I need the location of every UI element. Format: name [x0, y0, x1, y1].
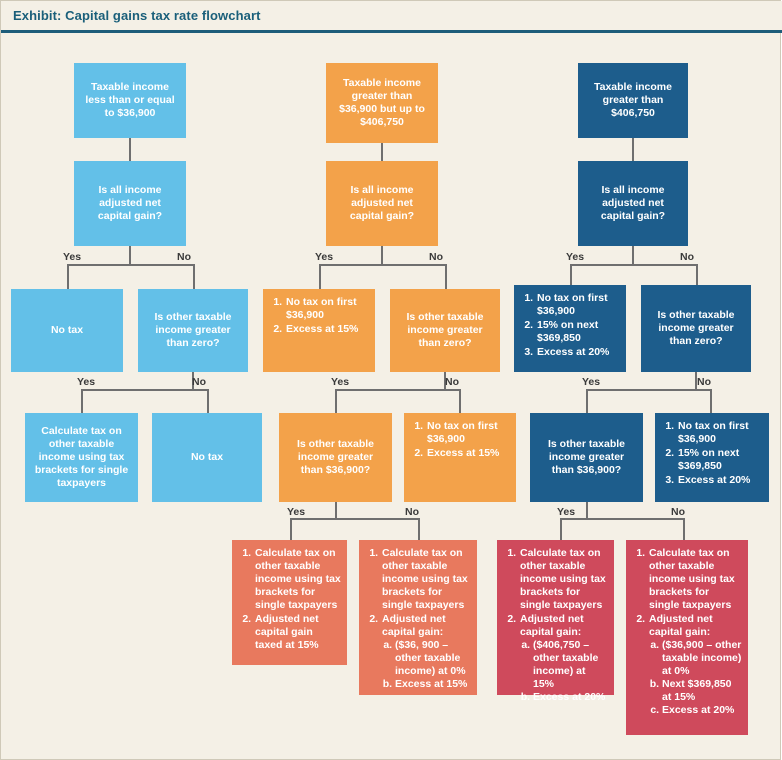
node-mid-other-gt-36900: Is other taxable income greater than $36,900? — [279, 413, 392, 502]
substep-item: c. Excess at 20% — [662, 704, 742, 717]
step-item: 2. 15% on next $369,850 — [536, 319, 620, 345]
step-item: 3. Excess at 20% — [536, 346, 620, 359]
edge-label-yes: Yes — [582, 376, 601, 388]
connector — [586, 389, 712, 391]
connector — [696, 264, 698, 285]
node-high-start: Taxable income greater than $406,750 — [578, 63, 688, 138]
node-high-yes-rates — [514, 285, 626, 372]
connector — [67, 264, 195, 266]
substep-item: b. Excess at 15% — [395, 678, 471, 691]
step-list — [633, 547, 742, 717]
step-text: Adjusted net capital gain: — [520, 613, 584, 638]
step-item: 3. Excess at 20% — [677, 474, 763, 487]
step-item: 1. No tax on first $36,900 — [426, 420, 510, 446]
step-item: 1. Calculate tax on other taxable income using tax brackets for single taxpayers — [519, 547, 608, 612]
connector — [459, 389, 461, 413]
node-low-calc-tax: Calculate tax on other taxable income using tax brackets for single taxpayers — [25, 413, 138, 502]
connector — [67, 264, 69, 289]
connector — [560, 518, 685, 520]
step-item: 1. No tax on first $36,900 — [677, 420, 763, 446]
connector — [319, 264, 321, 289]
substep-item: a. ($36, 900 – other taxable income) at 0% — [395, 639, 471, 678]
substep-list — [382, 639, 471, 691]
step-item: 2. Excess at 15% — [426, 447, 510, 460]
step-item: 2. Adjusted net capital gain taxed at 15% — [254, 613, 341, 652]
connector — [683, 518, 685, 540]
step-list — [521, 292, 620, 359]
step-item: 1. Calculate tax on other taxable income using tax brackets for single taxpayers — [648, 547, 742, 612]
edge-label-yes: Yes — [77, 376, 96, 388]
step-list — [662, 420, 763, 487]
node-mid-no-rates — [404, 413, 516, 502]
node-high-no-rates — [655, 413, 769, 502]
substep-list — [520, 639, 608, 704]
substep-list — [649, 639, 742, 717]
connector — [570, 264, 572, 285]
step-text: Adjusted net capital gain: — [649, 613, 713, 638]
substep-item: a. ($406,750 – other taxable income) at 15% — [533, 639, 608, 691]
node-high-decision: Is all income adjusted net capital gain? — [578, 161, 688, 246]
node-low-decision: Is all income adjusted net capital gain? — [74, 161, 186, 246]
connector — [570, 264, 698, 266]
node-mid-start: Taxable income greater than $36,900 but up to $406,750 — [326, 63, 438, 143]
connector — [710, 389, 712, 413]
step-item — [381, 613, 471, 691]
substep-item: b. Excess at 20% — [533, 691, 608, 704]
node-high-no-other-income: Is other taxable income greater than zero? — [641, 285, 751, 372]
connector — [586, 502, 588, 518]
substep-item: a. ($36,900 – other taxable income) at 0% — [662, 639, 742, 678]
node-mid-leaf-yes — [232, 540, 347, 665]
connector — [632, 246, 634, 264]
node-mid-leaf-no — [359, 540, 477, 695]
connector — [207, 389, 209, 413]
step-item: 1. Calculate tax on other taxable income using tax brackets for single taxpayers — [381, 547, 471, 612]
step-text: Adjusted net capital gain: — [382, 613, 446, 638]
edge-label-no: No — [445, 376, 459, 388]
exhibit-header — [1, 1, 782, 33]
node-low-yes-notax: No tax — [11, 289, 123, 372]
connector — [335, 502, 337, 518]
page-title: Exhibit: Capital gains tax rate flowchart — [13, 8, 261, 23]
edge-label-no: No — [429, 251, 443, 263]
step-list — [504, 547, 608, 704]
node-high-other-gt-36900: Is other taxable income greater than $36,900? — [530, 413, 643, 502]
edge-label-no: No — [697, 376, 711, 388]
edge-label-no: No — [192, 376, 206, 388]
step-item: 1. No tax on first $36,900 — [285, 296, 369, 322]
edge-label-no: No — [177, 251, 191, 263]
step-item: 1. No tax on first $36,900 — [536, 292, 620, 318]
connector — [129, 246, 131, 264]
connector — [560, 518, 562, 540]
node-low-notax-2: No tax — [152, 413, 262, 502]
connector — [632, 138, 634, 161]
step-item: 2. 15% on next $369,850 — [677, 447, 763, 473]
node-mid-yes-rates — [263, 289, 375, 372]
connector — [129, 138, 131, 161]
connector — [586, 389, 588, 413]
edge-label-yes: Yes — [331, 376, 350, 388]
connector — [381, 143, 383, 161]
node-high-leaf-yes — [497, 540, 614, 703]
edge-label-yes: Yes — [63, 251, 82, 263]
step-item: 1. Calculate tax on other taxable income using tax brackets for single taxpayers — [254, 547, 341, 612]
edge-label-no: No — [680, 251, 694, 263]
connector — [335, 389, 461, 391]
edge-label-no: No — [405, 506, 419, 518]
step-list — [270, 296, 369, 336]
edge-label-no: No — [671, 506, 685, 518]
node-mid-no-other-income: Is other taxable income greater than zero? — [390, 289, 500, 372]
connector — [81, 389, 209, 391]
connector — [418, 518, 420, 540]
step-list — [239, 547, 341, 652]
step-item — [519, 613, 608, 704]
connector — [290, 518, 292, 540]
substep-item: b. Next $369,850 at 15% — [662, 678, 742, 704]
node-low-start: Taxable income less than or equal to $36,900 — [74, 63, 186, 138]
connector — [193, 264, 195, 289]
node-high-leaf-no — [626, 540, 748, 735]
connector — [319, 264, 447, 266]
node-low-no-other-income: Is other taxable income greater than zero? — [138, 289, 248, 372]
edge-label-yes: Yes — [315, 251, 334, 263]
edge-label-yes: Yes — [566, 251, 585, 263]
step-list — [366, 547, 471, 691]
edge-label-yes: Yes — [557, 506, 576, 518]
step-list — [411, 420, 510, 460]
connector — [381, 246, 383, 264]
step-item — [648, 613, 742, 717]
connector — [335, 389, 337, 413]
connector — [290, 518, 420, 520]
connector — [445, 264, 447, 289]
step-item: 2. Excess at 15% — [285, 323, 369, 336]
connector — [81, 389, 83, 413]
edge-label-yes: Yes — [287, 506, 306, 518]
node-mid-decision: Is all income adjusted net capital gain? — [326, 161, 438, 246]
